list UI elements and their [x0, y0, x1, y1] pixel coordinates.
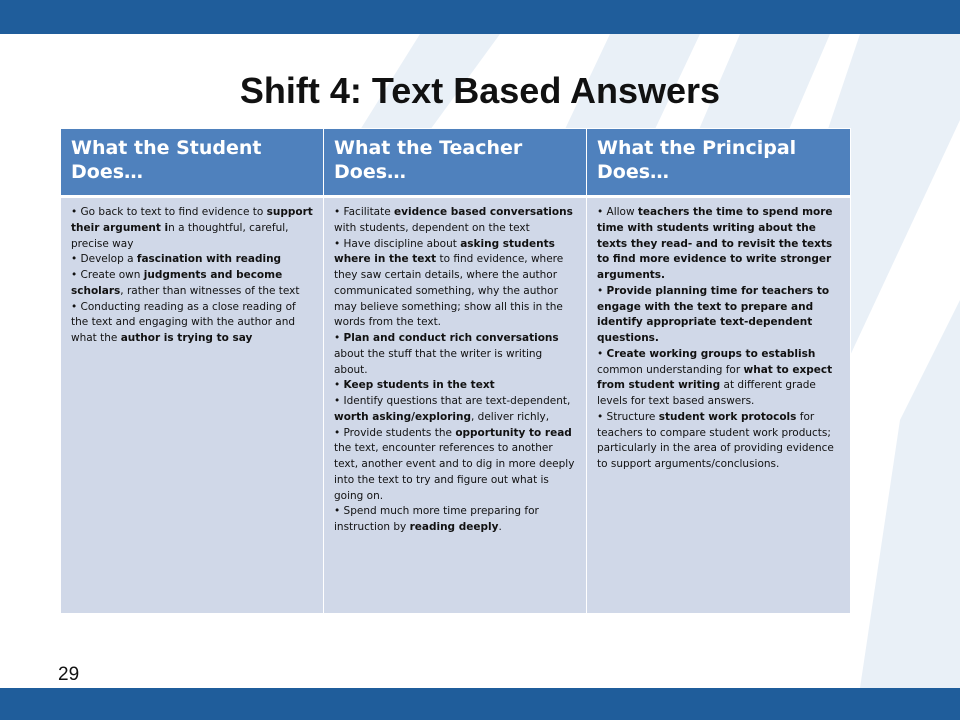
responsibilities-table: [60, 128, 851, 614]
bullet-item: • Plan and conduct rich conversations about the stuff that the writer is writing about.: [334, 332, 559, 376]
bullet-item: • Create own judgments and become scholars, rather than witnesses of the text: [71, 269, 300, 297]
bottom-banner: [0, 688, 960, 720]
principal-list: [597, 205, 842, 473]
bullet-item: • Develop a fascination with reading: [71, 253, 282, 266]
bullet-item: • Structure student work protocols for teachers to compare student work products; particularly in the area of providing evidence to support arguments/conclusions.: [597, 410, 834, 470]
bullet-item: • Create working groups to establish common understanding for what to expect from student writing at different grade levels for text based answers.: [597, 347, 833, 407]
bullet-item: • Keep students in the text: [334, 379, 495, 392]
bullet-item: • Have discipline about asking students where in the text to find evidence, where they saw certain details, where the author communicated something, why the author may believe something; show all this in the words from the text.: [334, 237, 564, 329]
bullet-item: • Go back to text to find evidence to support their argument in a thoughtful, careful, precise way: [71, 206, 313, 250]
bullet-item: • Provide students the opportunity to read the text, encounter references to another text, another event and to dig in more deeply into the text to try and figure out what is going on.: [334, 426, 575, 502]
bullet-item: • Identify questions that are text-dependent, worth asking/exploring, deliver richly,: [334, 395, 571, 423]
teacher-list: [334, 205, 578, 536]
bullet-item: • Provide planning time for teachers to engage with the text to prepare and identify appropriate text-dependent questions.: [597, 284, 830, 344]
header-student: What the Student Does…: [61, 129, 324, 197]
principal-cell: [587, 197, 851, 614]
slide-title: Shift 4: Text Based Answers: [239, 70, 721, 111]
header-principal: What the Principal Does…: [587, 129, 851, 197]
student-cell: [61, 197, 324, 614]
bullet-item: • Spend much more time preparing for instruction by reading deeply.: [334, 505, 539, 533]
table-body-row: [61, 197, 851, 614]
teacher-cell: [324, 197, 587, 614]
student-list: [71, 205, 315, 347]
bullet-item: • Facilitate evidence based conversations with students, dependent on the text: [334, 206, 573, 234]
bullet-item: • Conducting reading as a close reading of the text and engaging with the author and what the author is trying to say: [71, 300, 296, 344]
table-header-row: [61, 129, 851, 197]
header-teacher: What the Teacher Does…: [324, 129, 587, 197]
bullet-item: • Allow teachers the time to spend more time with students writing about the texts they read- and to revisit the texts to find more evidence to write stronger arguments.: [597, 206, 833, 281]
page-number: 29: [58, 664, 80, 685]
